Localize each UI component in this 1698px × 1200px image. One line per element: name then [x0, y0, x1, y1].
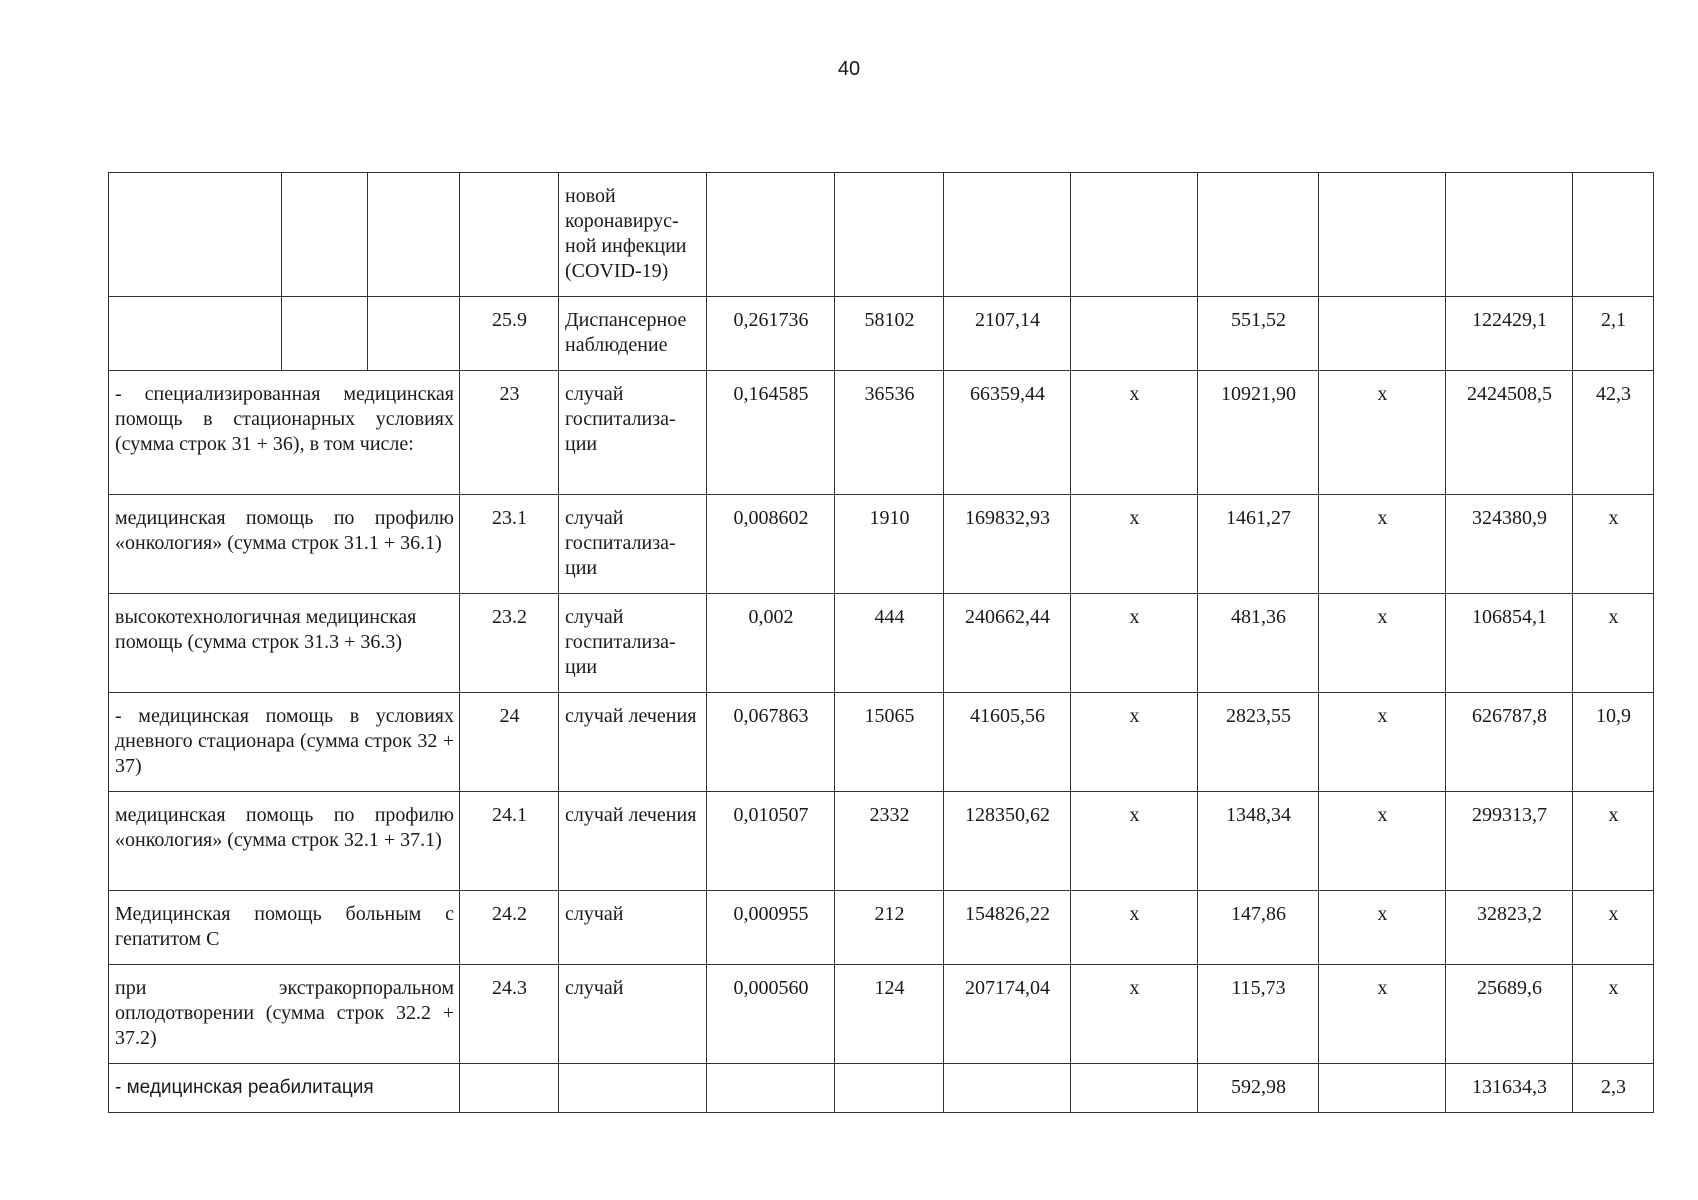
- table-row: [109, 297, 1654, 371]
- row-number-cell: 23: [460, 371, 559, 495]
- unit-cell: новой коронавирус-ной инфекции (COVID-19): [559, 173, 707, 297]
- percent-cell: х: [1573, 965, 1654, 1064]
- table-row: [109, 693, 1654, 792]
- unit-cost-cell: 240662,44: [944, 594, 1071, 693]
- unit-cell: случай лечения: [559, 693, 707, 792]
- table-row: [109, 792, 1654, 891]
- budget-per-capita-cell: х: [1071, 693, 1198, 792]
- volume-cell: [835, 1064, 944, 1113]
- percent-cell: 2,1: [1573, 297, 1654, 371]
- budget-per-capita-cell: х: [1071, 594, 1198, 693]
- budget-total-cell: х: [1319, 891, 1446, 965]
- oms-total-cell: 131634,3: [1446, 1064, 1573, 1113]
- empty-cell: [1198, 173, 1319, 297]
- oms-total-cell: 2424508,5: [1446, 371, 1573, 495]
- empty-cell: [1071, 173, 1198, 297]
- page-number: 40: [837, 58, 861, 80]
- unit-cost-cell: 154826,22: [944, 891, 1071, 965]
- unit-cell: Диспансерное наблюдение: [559, 297, 707, 371]
- oms-total-cell: 324380,9: [1446, 495, 1573, 594]
- oms-per-capita-cell: 551,52: [1198, 297, 1319, 371]
- oms-total-cell: 626787,8: [1446, 693, 1573, 792]
- empty-cell: [368, 297, 460, 371]
- percent-cell: х: [1573, 495, 1654, 594]
- budget-total-cell: х: [1319, 965, 1446, 1064]
- unit-cost-cell: [944, 1064, 1071, 1113]
- unit-cost-cell: 128350,62: [944, 792, 1071, 891]
- unit-cell: случай госпитализа-ции: [559, 495, 707, 594]
- budget-per-capita-cell: х: [1071, 965, 1198, 1064]
- row-name-cell: медицинская помощь по профилю «онкология» (сумма строк 31.1 + 36.1): [109, 495, 460, 594]
- unit-cost-cell: 2107,14: [944, 297, 1071, 371]
- norm-cell: 0,000560: [707, 965, 835, 1064]
- norm-cell: 0,008602: [707, 495, 835, 594]
- budget-total-cell: [1319, 1064, 1446, 1113]
- norm-cell: 0,000955: [707, 891, 835, 965]
- unit-cost-cell: 207174,04: [944, 965, 1071, 1064]
- table-row: [109, 594, 1654, 693]
- row-number-cell: 23.2: [460, 594, 559, 693]
- unit-cost-cell: 169832,93: [944, 495, 1071, 594]
- row-name-cell: [109, 297, 282, 371]
- norm-cell: 0,002: [707, 594, 835, 693]
- row-name-cell: Медицинская помощь больным с гепатитом С: [109, 891, 460, 965]
- row-name-cell: при экстракорпоральном оплодотворении (сумма строк 32.2 + 37.2): [109, 965, 460, 1064]
- oms-total-cell: 299313,7: [1446, 792, 1573, 891]
- row-number-cell: 24.1: [460, 792, 559, 891]
- volume-cell: 1910: [835, 495, 944, 594]
- volume-cell: 444: [835, 594, 944, 693]
- empty-cell: [1573, 173, 1654, 297]
- unit-cell: случай лечения: [559, 792, 707, 891]
- percent-cell: 2,3: [1573, 1064, 1654, 1113]
- row-number-cell: 23.1: [460, 495, 559, 594]
- empty-cell: [1446, 173, 1573, 297]
- unit-cell: случай госпитализа-ции: [559, 371, 707, 495]
- empty-cell: [944, 173, 1071, 297]
- budget-total-cell: х: [1319, 371, 1446, 495]
- budget-total-cell: [1319, 297, 1446, 371]
- table-row: [109, 371, 1654, 495]
- norm-cell: 0,261736: [707, 297, 835, 371]
- volume-cell: 212: [835, 891, 944, 965]
- table-row: [109, 173, 1654, 297]
- oms-per-capita-cell: 592,98: [1198, 1064, 1319, 1113]
- row-name-cell: [109, 173, 282, 297]
- oms-per-capita-cell: 1348,34: [1198, 792, 1319, 891]
- volume-cell: 124: [835, 965, 944, 1064]
- row-number-cell: [460, 173, 559, 297]
- oms-total-cell: 122429,1: [1446, 297, 1573, 371]
- budget-total-cell: х: [1319, 693, 1446, 792]
- norm-cell: [707, 1064, 835, 1113]
- percent-cell: 42,3: [1573, 371, 1654, 495]
- empty-cell: [282, 297, 368, 371]
- row-name-cell: медицинская помощь по профилю «онкология» (сумма строк 32.1 + 37.1): [109, 792, 460, 891]
- budget-per-capita-cell: [1071, 1064, 1198, 1113]
- budget-per-capita-cell: х: [1071, 495, 1198, 594]
- volume-cell: 58102: [835, 297, 944, 371]
- empty-cell: [1319, 173, 1446, 297]
- row-name-cell: - специализированная медицинская помощь в стационарных условиях (сумма строк 31 + 36), в том числе:: [109, 371, 460, 495]
- oms-total-cell: 32823,2: [1446, 891, 1573, 965]
- table-row: [109, 891, 1654, 965]
- row-number-cell: 24: [460, 693, 559, 792]
- unit-cell: случай: [559, 965, 707, 1064]
- oms-per-capita-cell: 1461,27: [1198, 495, 1319, 594]
- empty-cell: [835, 173, 944, 297]
- volume-cell: 15065: [835, 693, 944, 792]
- row-name-cell: высокотехнологичная медицинская помощь (сумма строк 31.3 + 36.3): [109, 594, 460, 693]
- volume-cell: 2332: [835, 792, 944, 891]
- unit-cost-cell: 66359,44: [944, 371, 1071, 495]
- oms-per-capita-cell: 481,36: [1198, 594, 1319, 693]
- empty-cell: [707, 173, 835, 297]
- table-row: [109, 495, 1654, 594]
- row-number-cell: [460, 1064, 559, 1113]
- table-row: [109, 1064, 1654, 1113]
- unit-cell: [559, 1064, 707, 1113]
- percent-cell: х: [1573, 792, 1654, 891]
- table-row: [109, 965, 1654, 1064]
- budget-per-capita-cell: х: [1071, 891, 1198, 965]
- row-number-cell: 24.3: [460, 965, 559, 1064]
- budget-total-cell: х: [1319, 792, 1446, 891]
- unit-cost-cell: 41605,56: [944, 693, 1071, 792]
- oms-per-capita-cell: 115,73: [1198, 965, 1319, 1064]
- oms-per-capita-cell: 2823,55: [1198, 693, 1319, 792]
- volume-cell: 36536: [835, 371, 944, 495]
- budget-per-capita-cell: х: [1071, 792, 1198, 891]
- oms-per-capita-cell: 10921,90: [1198, 371, 1319, 495]
- budget-total-cell: х: [1319, 495, 1446, 594]
- percent-cell: 10,9: [1573, 693, 1654, 792]
- row-name-cell: - медицинская помощь в условиях дневного стационара (сумма строк 32 + 37): [109, 693, 460, 792]
- empty-cell: [282, 173, 368, 297]
- oms-total-cell: 25689,6: [1446, 965, 1573, 1064]
- norm-cell: 0,164585: [707, 371, 835, 495]
- percent-cell: х: [1573, 891, 1654, 965]
- row-number-cell: 25.9: [460, 297, 559, 371]
- expenditure-table: [108, 172, 1654, 1113]
- oms-total-cell: 106854,1: [1446, 594, 1573, 693]
- row-number-cell: 24.2: [460, 891, 559, 965]
- budget-per-capita-cell: х: [1071, 371, 1198, 495]
- percent-cell: х: [1573, 594, 1654, 693]
- budget-total-cell: х: [1319, 594, 1446, 693]
- norm-cell: 0,010507: [707, 792, 835, 891]
- budget-per-capita-cell: [1071, 297, 1198, 371]
- oms-per-capita-cell: 147,86: [1198, 891, 1319, 965]
- unit-cell: случай: [559, 891, 707, 965]
- norm-cell: 0,067863: [707, 693, 835, 792]
- empty-cell: [368, 173, 460, 297]
- row-name-cell: - медицинская реабилитация: [109, 1064, 460, 1113]
- unit-cell: случай госпитализа-ции: [559, 594, 707, 693]
